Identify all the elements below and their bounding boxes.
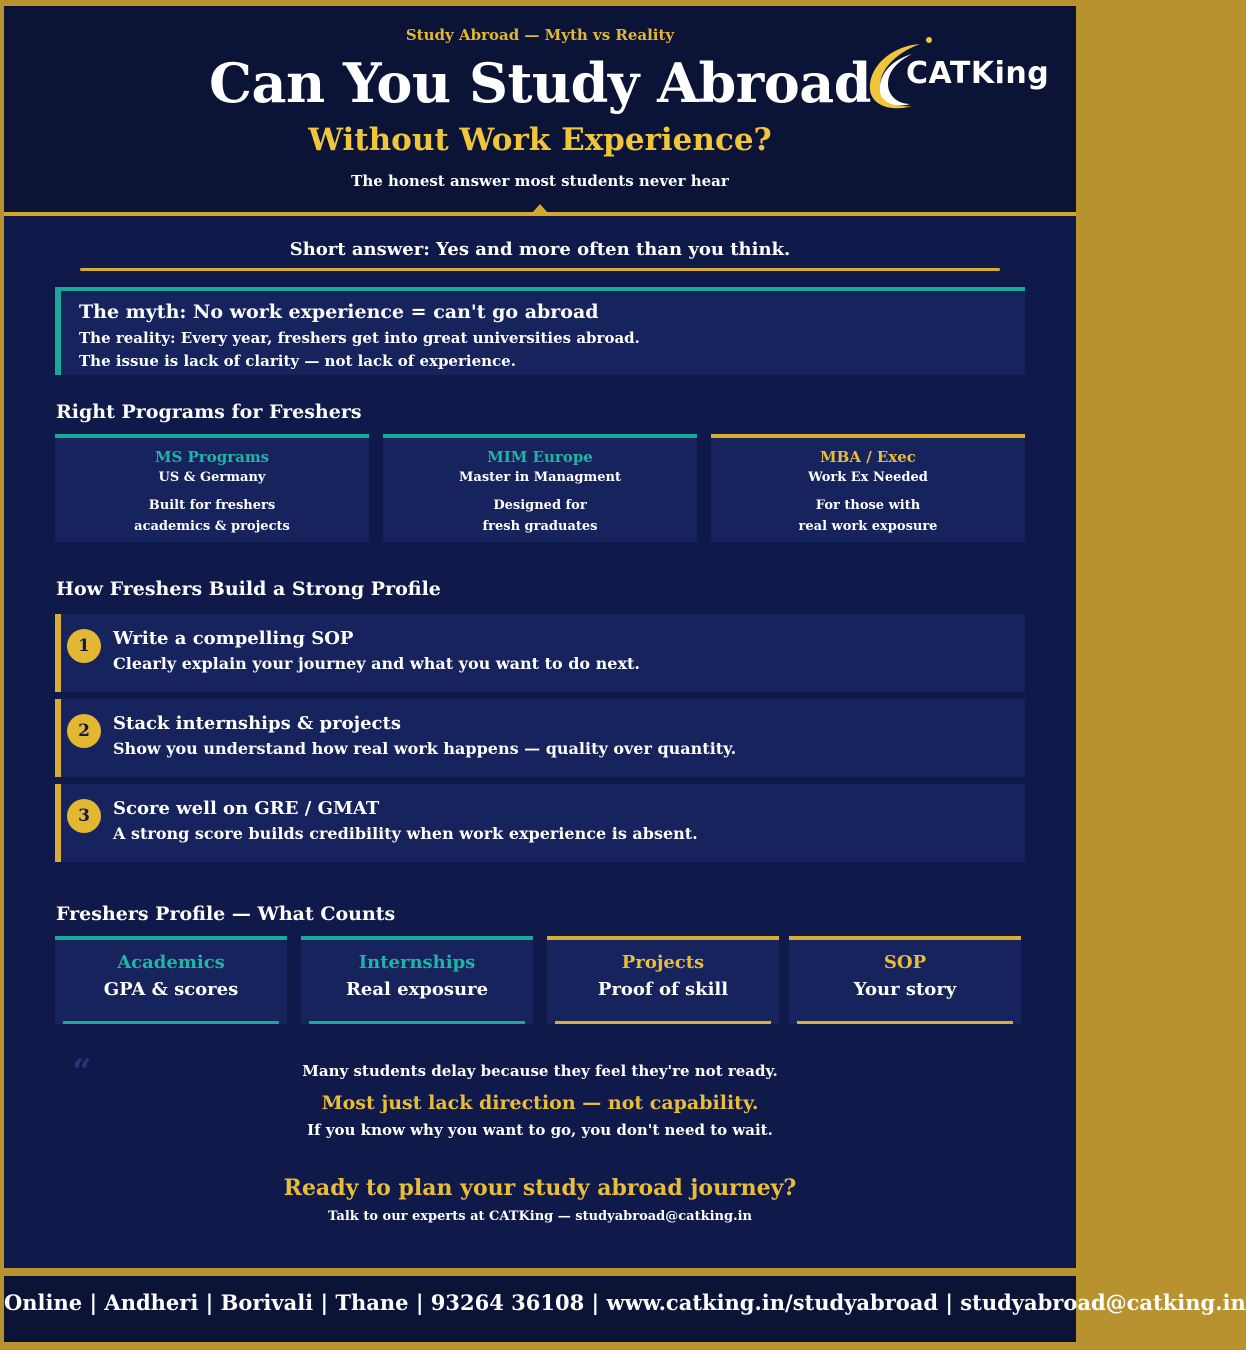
program-desc [711, 495, 1025, 537]
step-desc: Show you understand how real work happens — quality over quantity. [113, 739, 737, 758]
program-sub: Work Ex Needed [808, 470, 928, 485]
program-name: MBA / Exec [820, 448, 916, 466]
steps-heading: How Freshers Build a Strong Profile [56, 578, 441, 600]
logo-text: CATKing [906, 56, 1050, 91]
profile-card-value: GPA & scores [103, 979, 239, 1000]
program-name: MS Programs [154, 448, 270, 466]
quote-line-1: Many students delay because they feel they're not ready. [302, 1062, 778, 1080]
reality-statement: The reality: Every year, freshers get into great universities abroad. [79, 329, 640, 347]
profile-card-value: Real exposure [345, 979, 489, 1000]
header-notch [532, 204, 548, 213]
eyebrow: Study Abroad — Myth vs Reality [405, 26, 675, 44]
header [4, 6, 1076, 212]
profile-card-name: Internships [358, 952, 476, 973]
page-subtitle: Without Work Experience? [308, 122, 772, 158]
footer [4, 1276, 1246, 1342]
profile-card-name: Academics [117, 952, 225, 973]
myth-box [55, 287, 1025, 375]
quote-icon: “ [72, 1052, 92, 1092]
card-bottom-bar [555, 1021, 771, 1024]
cta-title: Ready to plan your study abroad journey? [283, 1175, 797, 1201]
profile-heading: Freshers Profile — What Counts [56, 903, 396, 925]
program-desc-line: For those with [815, 498, 921, 513]
step-item [55, 614, 1025, 692]
profile-card-projects [547, 936, 779, 1024]
step-number-badge: 2 [67, 714, 101, 748]
profile-card-internships [301, 936, 533, 1024]
profile-card-name: SOP [883, 952, 927, 973]
quote-line-2: Most just lack direction — not capability. [321, 1092, 759, 1114]
card-bottom-bar [309, 1021, 525, 1024]
footer-contact: Online | Andheri | Borivali | Thane | 93264 36108 | www.catking.in/studyabroad | studyabroad@catking.in [4, 1290, 1246, 1315]
program-name: MIM Europe [487, 448, 593, 466]
cta-subtitle: Talk to our experts at CATKing — studyabroad@catking.in [328, 1209, 752, 1224]
step-item [55, 699, 1025, 777]
program-desc [383, 495, 697, 537]
issue-statement: The issue is lack of clarity — not lack of experience. [79, 352, 516, 370]
catking-logo [862, 34, 1052, 120]
quote-line-3: If you know why you want to go, you don't need to wait. [307, 1121, 773, 1139]
card-bottom-bar [797, 1021, 1013, 1024]
profile-card-academics [55, 936, 287, 1024]
program-sub: US & Germany [158, 470, 266, 485]
tagline: The honest answer most students never hear [351, 172, 729, 190]
program-desc [55, 495, 369, 537]
program-desc-line: real work exposure [798, 519, 938, 534]
step-title: Stack internships & projects [113, 713, 401, 734]
short-answer-underline [80, 268, 1000, 271]
programs-heading: Right Programs for Freshers [56, 401, 362, 423]
step-desc: Clearly explain your journey and what you want to do next. [113, 654, 640, 673]
profile-card-value: Proof of skill [597, 979, 729, 1000]
program-desc-line: Designed for [493, 498, 587, 513]
card-bottom-bar [63, 1021, 279, 1024]
program-sub: Master in Managment [459, 470, 621, 485]
profile-card-sop [789, 936, 1021, 1024]
profile-card-name: Projects [621, 952, 705, 973]
step-desc: A strong score builds credibility when work experience is absent. [113, 824, 698, 843]
short-answer: Short answer: Yes and more often than you think. [289, 239, 791, 260]
myth-statement: The myth: No work experience = can't go abroad [79, 301, 599, 323]
program-desc-line: academics & projects [134, 519, 290, 534]
profile-card-value: Your story [853, 979, 957, 1000]
step-item [55, 784, 1025, 862]
program-desc-line: Built for freshers [148, 498, 276, 513]
program-card-mim [383, 434, 697, 542]
step-title: Write a compelling SOP [113, 628, 354, 649]
step-title: Score well on GRE / GMAT [113, 798, 380, 819]
step-number-badge: 1 [67, 629, 101, 663]
program-desc-line: fresh graduates [482, 519, 598, 534]
step-number-badge: 3 [67, 799, 101, 833]
page-title: Can You Study Abroad [209, 51, 871, 115]
program-card-ms [55, 434, 369, 542]
program-card-mba [711, 434, 1025, 542]
